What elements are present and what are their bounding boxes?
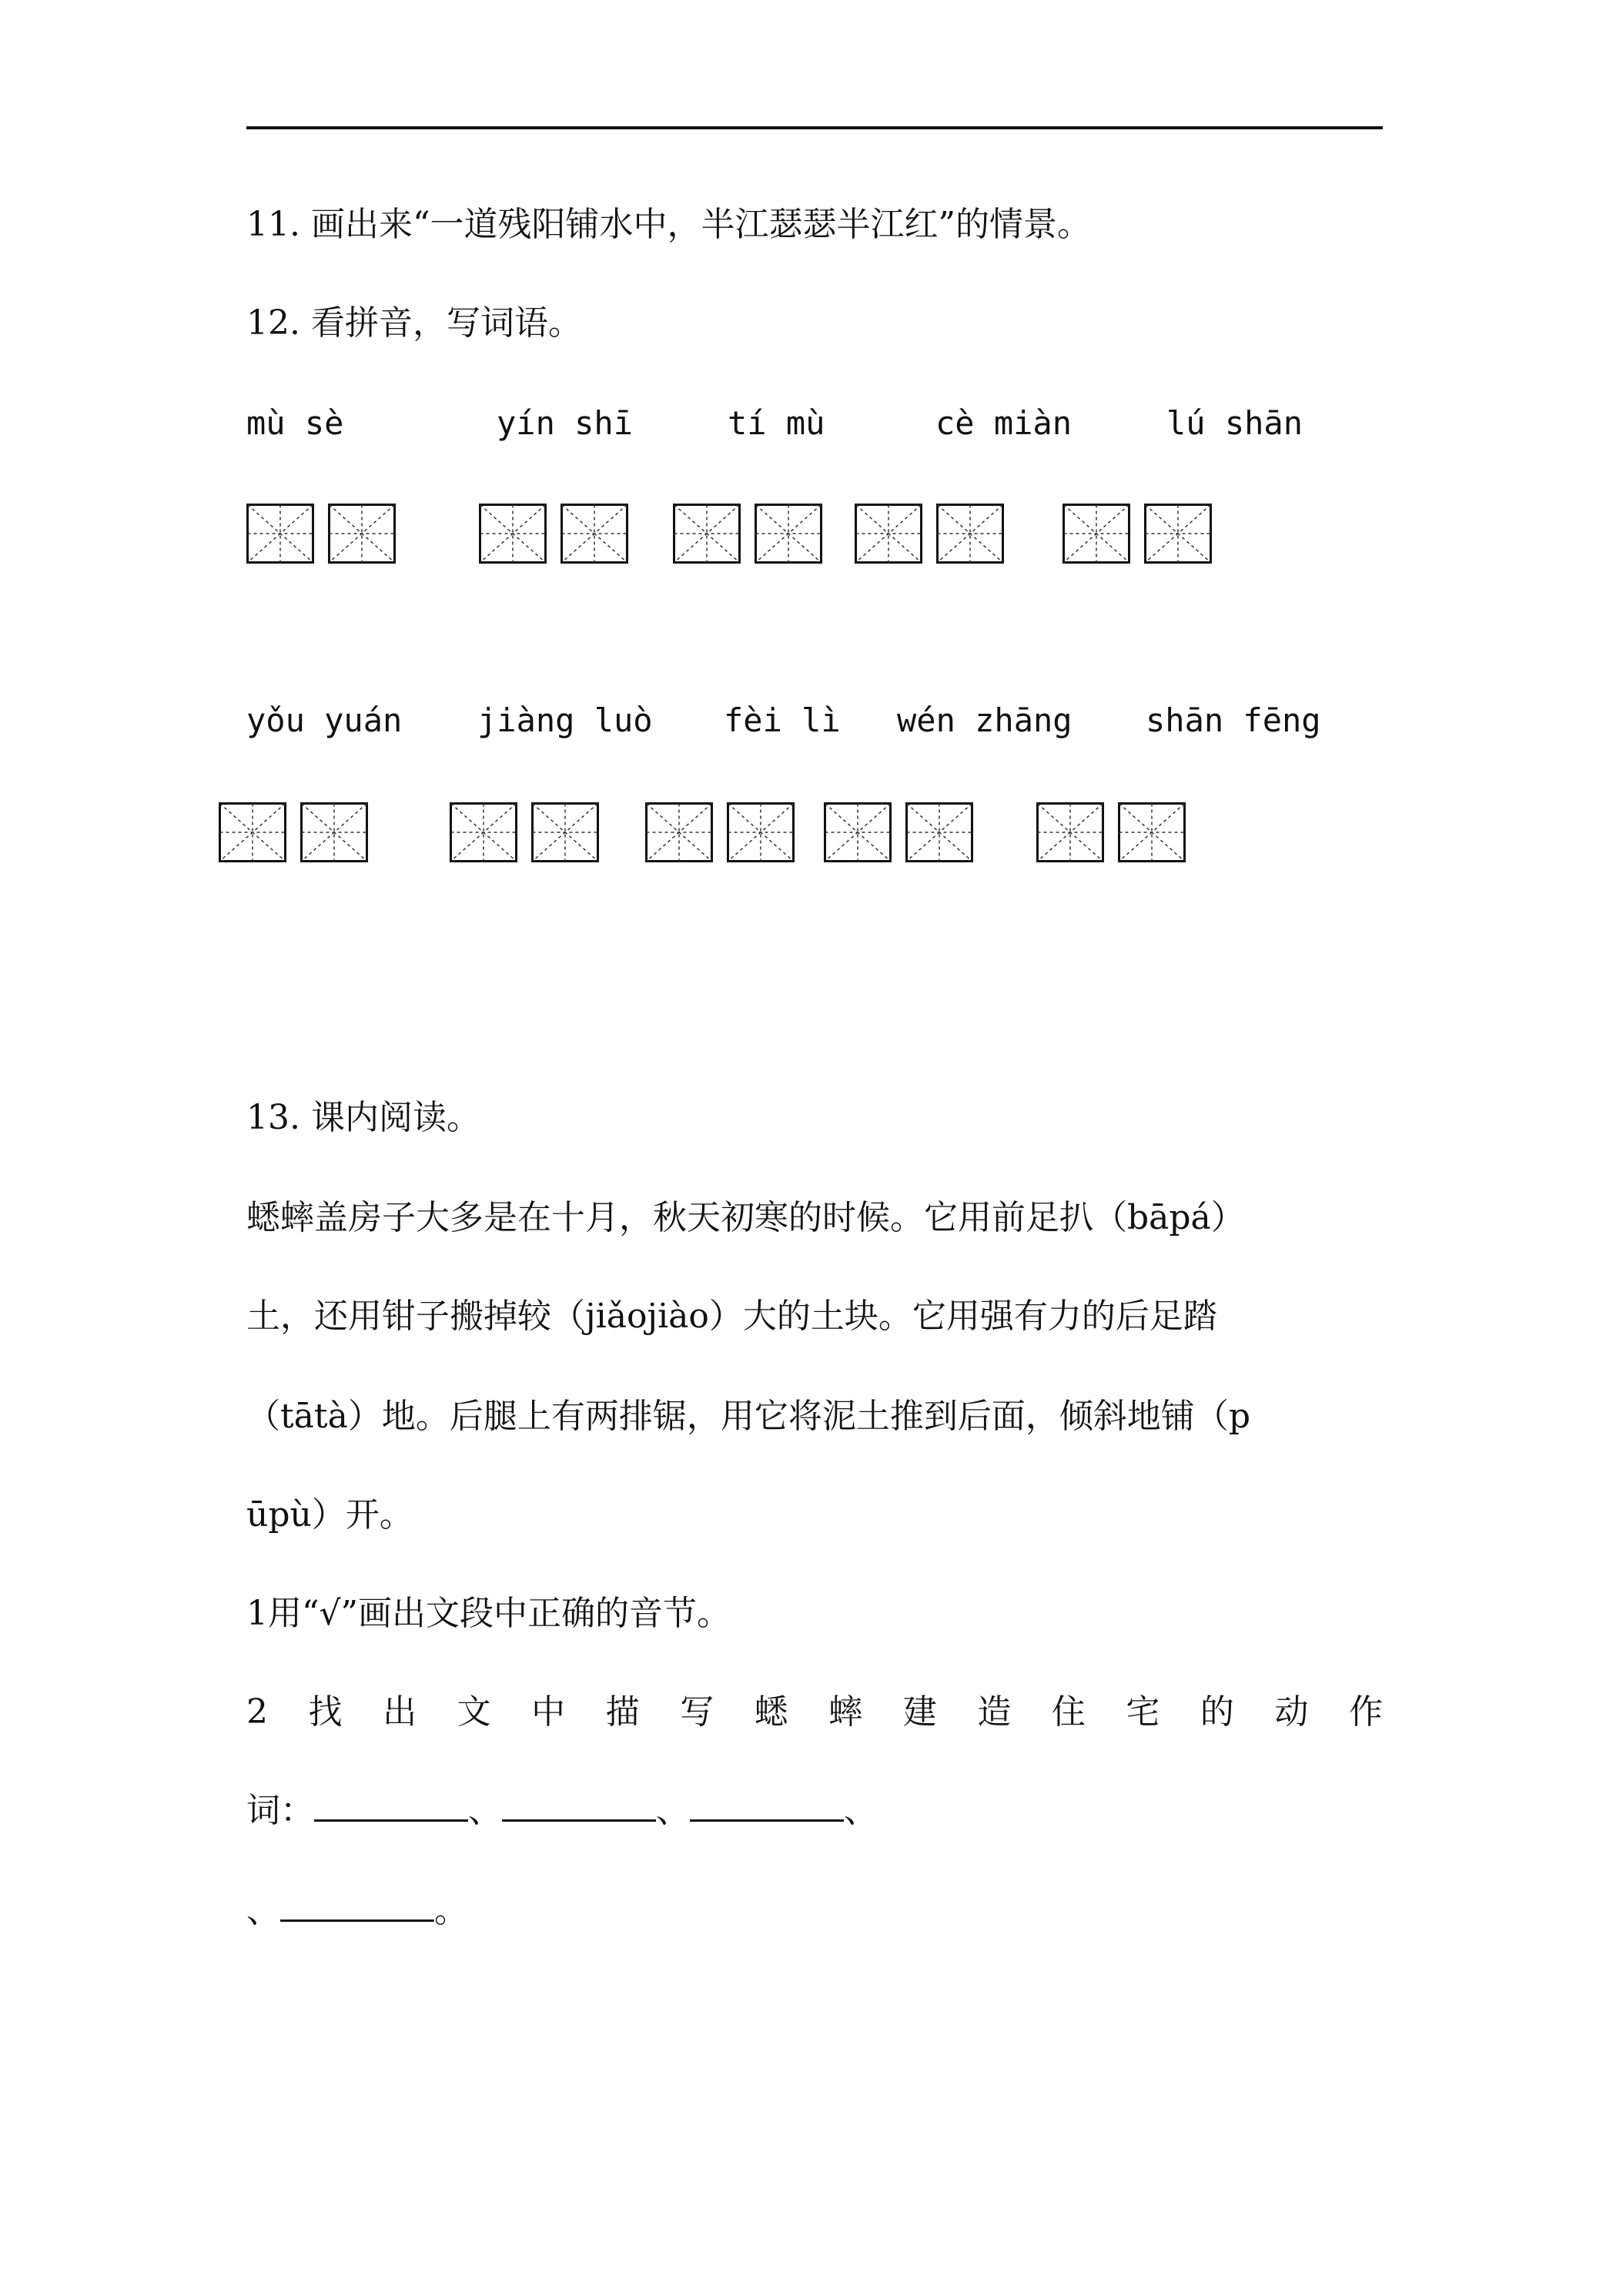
question-13: 13. 课内阅读。 <box>246 1098 480 1137</box>
grid-row-2-cell-2[interactable] <box>300 802 368 862</box>
grid-row-2-cell-9[interactable] <box>1036 802 1104 862</box>
pinyin-1: mù sè <box>246 404 344 442</box>
grid-row-1-cell-2[interactable] <box>328 504 396 564</box>
sub-question-2 <box>246 1689 1383 1735</box>
passage-line-4: ūpù）开。 <box>246 1495 413 1535</box>
sub2-char-5: 中 <box>531 1692 566 1732</box>
sub2-char-1: 2 <box>246 1692 268 1732</box>
pinyin-4: cè miàn <box>935 404 1073 442</box>
passage-line-2: 土，还用钳子搬掉较（jiǎojiào）大的土块。它用强有力的后足踏 <box>246 1297 1217 1336</box>
grid-row-2-cell-3[interactable] <box>450 802 517 862</box>
pinyin-5: lú shān <box>1166 404 1303 442</box>
answer-blank-1[interactable] <box>314 1789 468 1822</box>
grid-row-1-cell-1[interactable] <box>246 504 314 564</box>
sub2-char-10: 建 <box>902 1692 937 1732</box>
pinyin-2: yín shī <box>497 404 634 442</box>
grid-row-1-cell-6[interactable] <box>755 504 822 564</box>
sub2-char-2: 找 <box>308 1692 343 1732</box>
pinyin-9: wén zhāng <box>897 701 1073 739</box>
grid-row-2-cell-1[interactable] <box>219 802 286 862</box>
grid-row-2-cell-10[interactable] <box>1118 802 1186 862</box>
grid-row-2-cell-8[interactable] <box>905 802 973 862</box>
grid-row-2-cell-6[interactable] <box>727 802 795 862</box>
grid-row-1-cell-9[interactable] <box>1062 504 1130 564</box>
answer-blank-2[interactable] <box>502 1789 656 1822</box>
sub2-char-9: 蟀 <box>828 1692 863 1732</box>
top-rule <box>246 126 1383 129</box>
grid-row-1-cell-7[interactable] <box>855 504 922 564</box>
sub-question-1: 1用“√”画出文段中正确的音节。 <box>246 1594 731 1633</box>
period: 。 <box>434 1891 468 1930</box>
sub2-char-16: 作 <box>1348 1692 1383 1732</box>
grid-row-1-cell-10[interactable] <box>1144 504 1212 564</box>
grid-row-1-cell-8[interactable] <box>936 504 1004 564</box>
question-11: 11. 画出来“一道残阳铺水中，半江瑟瑟半江红”的情景。 <box>246 205 1091 244</box>
answer-lead: 词： <box>246 1791 314 1830</box>
sub2-char-11: 造 <box>977 1692 1012 1732</box>
passage-line-3: （tātà）地。后腿上有两排锯，用它将泥土推到后面，倾斜地铺（p <box>246 1397 1250 1436</box>
grid-row-1-cell-4[interactable] <box>561 504 628 564</box>
separator: 、 <box>468 1791 502 1830</box>
grid-row-1-cell-5[interactable] <box>673 504 741 564</box>
pinyin-8: fèi lì <box>724 701 841 739</box>
question-12: 12. 看拼音，写词语。 <box>246 303 582 343</box>
grid-row-2-cell-4[interactable] <box>531 802 599 862</box>
sub2-char-13: 宅 <box>1126 1692 1160 1732</box>
separator: 、 <box>656 1791 690 1830</box>
pinyin-3: tí mù <box>728 404 825 442</box>
answer-blank-3[interactable] <box>690 1789 844 1822</box>
separator: 、 <box>246 1891 280 1930</box>
sub2-char-8: 蟋 <box>754 1692 788 1732</box>
sub2-char-14: 的 <box>1200 1692 1234 1732</box>
answer-blank-4[interactable] <box>280 1889 434 1922</box>
sub2-char-4: 文 <box>457 1692 491 1732</box>
grid-row-2-cell-7[interactable] <box>824 802 892 862</box>
grid-row-1-cell-3[interactable] <box>479 504 547 564</box>
sub2-char-12: 住 <box>1051 1692 1086 1732</box>
pinyin-10: shān fēng <box>1146 701 1321 739</box>
sub2-char-15: 动 <box>1274 1692 1309 1732</box>
sub2-char-3: 出 <box>383 1692 417 1732</box>
sub2-char-6: 描 <box>605 1692 640 1732</box>
pinyin-7: jiàng luò <box>477 701 653 739</box>
separator: 、 <box>844 1791 878 1830</box>
sub-question-2-answers <box>246 1788 1386 1834</box>
pinyin-6: yǒu yuán <box>246 701 403 739</box>
passage-line-1: 蟋蟀盖房子大多是在十月，秋天初寒的时候。它用前足扒（bāpá） <box>246 1198 1245 1237</box>
sub-question-2-answers-cont <box>246 1888 1386 1934</box>
grid-row-2-cell-5[interactable] <box>645 802 713 862</box>
sub2-char-7: 写 <box>680 1692 714 1732</box>
